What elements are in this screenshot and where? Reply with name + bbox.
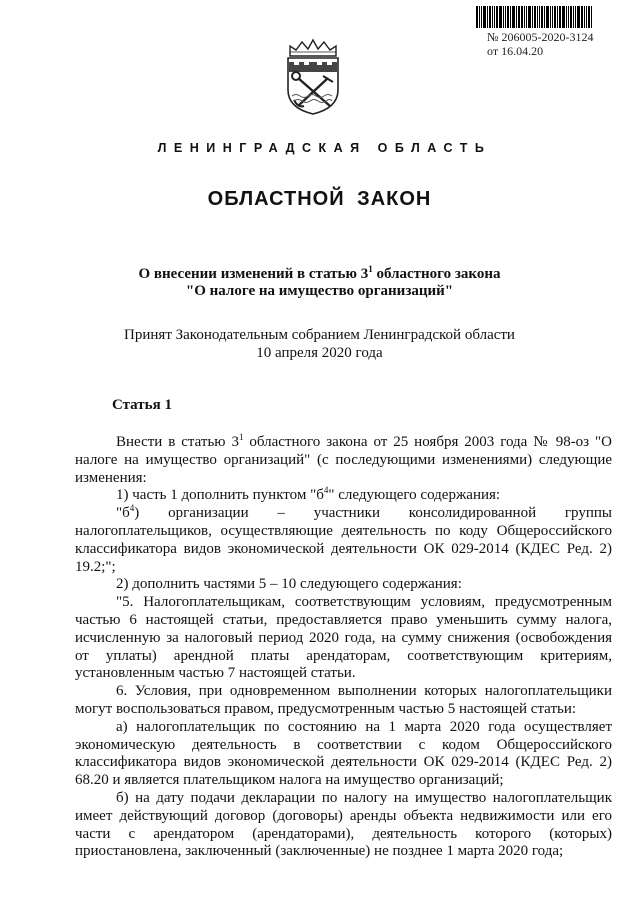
paragraph — [75, 487, 612, 505]
superscript: 1 — [238, 432, 244, 442]
paragraph-text: 1) часть 1 дополнить пунктом "б — [116, 487, 324, 504]
leningrad-oblast-coat-of-arms-icon — [282, 38, 344, 116]
adoption-date: 10 апреля 2020 года — [256, 345, 383, 361]
paragraph-text: ) организации – участники консолидированной группы налогоплательщиков, осуществляющие деятельность по коду Общероссийского классификатора видов экономической деятельности ОК 029-2014 (КДЕС Ред. 2) 19.2;"; — [75, 505, 612, 575]
article-heading: Статья 1 — [112, 397, 172, 413]
superscript: 4 — [129, 503, 135, 514]
registration-date: от 16.04.20 — [487, 44, 544, 58]
registration-stamp — [487, 30, 593, 58]
law-title — [0, 266, 639, 300]
law-title-line-2: "О налоге на имущество организаций" — [185, 283, 454, 299]
paragraph — [75, 505, 612, 576]
paragraph-text: "б — [116, 505, 130, 522]
paragraph-text: Внести в статью 3 — [116, 434, 239, 450]
barcode — [476, 6, 611, 28]
superscript: 4 — [323, 485, 329, 496]
paragraph: "5. Налогоплательщикам, соответствующим условиям, предусмотренным частью 6 настоящей статьи, предоставляется право уменьшить сумму налога, исчисленную за налоговый период 2020 года, на сумму снижения (освобождения от уплаты) арендной платы арендаторам, соответствующим критериям, установленным частью 7 настоящей статьи. — [75, 594, 612, 682]
adoption-body: Принят Законодательным собранием Ленинградской области — [124, 327, 515, 343]
paragraph: б) на дату подачи декларации по налогу на имущество налогоплательщик имеет действующий договор (договоры) аренды объекта недвижимости или его части с арендатором (арендаторами), деятельность которого (которых) приостановлена, заключенный (заключенные) не позднее 1 марта 2020 года; — [75, 789, 612, 860]
paragraph-text: областного закона от 25 ноября 2003 года № 98-оз "О налоге на имущество организаций" (с последующими изменениями) следующие изменения: — [75, 434, 612, 486]
region-name: ЛЕНИНГРАДСКАЯ ОБЛАСТЬ — [157, 141, 492, 155]
document-type-heading: ОБЛАСТНОЙ ЗАКОН — [207, 188, 432, 210]
paragraph — [75, 434, 612, 487]
paragraph: а) налогоплательщик по состоянию на 1 марта 2020 года осуществляет экономическую деятельность в соответствии с кодом Общероссийского классификатора видов экономической деятельности ОК 029-2014 (КДЕС Ред. 2) 68.20 и является плательщиком налога на имущество организаций; — [75, 718, 612, 789]
paragraph: 2) дополнить частями 5 – 10 следующего содержания: — [116, 576, 462, 593]
article-body — [75, 434, 612, 861]
law-title-text: областного закона — [372, 266, 501, 282]
law-title-text: О внесении изменений в статью 3 — [138, 266, 369, 282]
law-title-superscript: 1 — [368, 264, 373, 274]
adoption-note — [0, 326, 639, 362]
registration-number: № 206005-2020-3124 — [487, 30, 594, 44]
paragraph: 6. Условия, при одновременном выполнении которых налогоплательщики могут воспользоваться правом, предусмотренным частью 5 настоящей статьи: — [75, 683, 612, 717]
paragraph-text: " следующего содержания: — [328, 487, 501, 504]
law-title-line-1 — [0, 266, 639, 283]
